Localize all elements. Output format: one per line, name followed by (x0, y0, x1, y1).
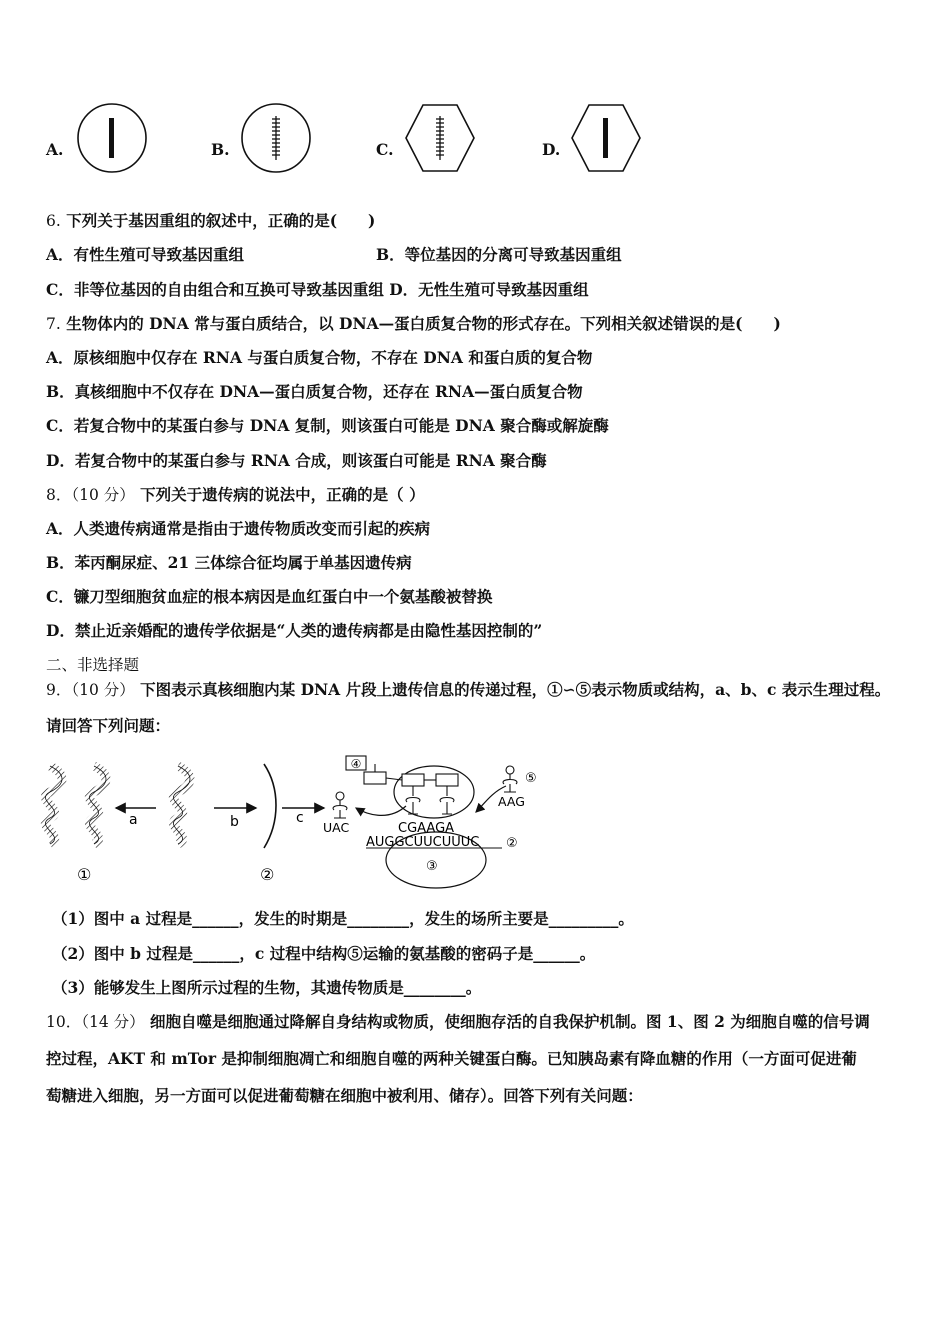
q7-option-c: C．若复合物中的某蛋白参与 DNA 复制，则该蛋白可能是 DNA 聚合酶或解旋酶 (46, 416, 609, 435)
q8-option-d: D．禁止近亲婚配的遗传学依据是“人类的遗传病都是由隐性基因控制的” (46, 621, 543, 640)
q8-option-c: C．镰刀型细胞贫血症的根本病因是血红蛋白中一个氨基酸被替换 (46, 587, 493, 606)
trna-icon (406, 786, 454, 814)
option-d-label: D. (542, 140, 561, 159)
trna-right-anticodon: AAG (498, 794, 525, 809)
q8-text: 下列关于遗传病的说法中，正确的是（ ） (140, 485, 425, 504)
arrow-b-label: b (230, 814, 239, 830)
q6-option-b: B．等位基因的分离可导致基因重组 (376, 245, 622, 264)
q6-stem (46, 211, 375, 231)
option-c-label: C. (376, 140, 394, 159)
q8-number: 8．（10 分） (46, 486, 135, 504)
mark-3-label: ③ (426, 859, 438, 874)
q7-stem (46, 314, 781, 334)
q9-sub-2: （2）图中 b 过程是______，c 过程中结构⑤运输的氨基酸的密码子是______。 (52, 944, 596, 963)
mark-1-label: ① (77, 865, 92, 884)
q8-option-a: A．人类遗传病通常是指由于遗传物质改变而引起的疾病 (46, 519, 431, 538)
mark-5-label: ⑤ (525, 771, 537, 786)
q9-sub-3: （3）能够发生上图所示过程的生物，其遗传物质是________。 (52, 978, 482, 997)
trna-icon (503, 766, 517, 792)
dna-double-helix-icon (89, 766, 106, 844)
q9-number: 9．（10 分） (46, 681, 135, 699)
q9-sub-1: （1）图中 a 过程是______，发生的时期是________，发生的场所主要是_________。 (52, 909, 634, 928)
arrow-c-label: c (296, 810, 304, 826)
option-d-figure (570, 102, 642, 174)
q6-option-a: A．有性生殖可导致基因重组 (46, 245, 245, 264)
chromosome-solid-icon (603, 118, 608, 158)
q7-option-d: D．若复合物中的某蛋白参与 RNA 合成，则该蛋白可能是 RNA 聚合酶 (46, 451, 547, 470)
section-heading: 二、非选择题 (46, 656, 140, 674)
q7-number: 7. (46, 315, 61, 333)
gene-expression-diagram (44, 752, 537, 892)
mark-4-label: ④ (350, 757, 362, 771)
option-b-label: B. (211, 140, 230, 159)
q10-number: 10．（14 分） (46, 1013, 145, 1031)
q7-option-a: A．原核细胞中仅存在 RNA 与蛋白质复合物，不存在 DNA 和蛋白质的复合物 (46, 348, 593, 367)
q10-line-3: 萄糖进入细胞，另一方面可以促进葡萄糖在细胞中被利用、储存）。回答下列有关问题： (46, 1086, 643, 1105)
trna-icon (333, 792, 347, 818)
q9-text: 下图表示真核细胞内某 DNA 片段上遗传信息的传递过程，①∽⑤表示物质或结构，a、b、c 表示生理过程。 (140, 680, 891, 699)
q6-option-cd: C．非等位基因的自由组合和互换可导致基因重组 D．无性生殖可导致基因重组 (46, 280, 589, 299)
q7-option-b: B．真核细胞中不仅存在 DNA—蛋白质复合物，还存在 RNA—蛋白质复合物 (46, 382, 583, 401)
anticodon-sequence: CGAAGA (398, 821, 455, 836)
q6-number: 6. (46, 212, 61, 230)
q9-stem (46, 680, 890, 700)
mrna-strand-icon (264, 764, 276, 848)
option-b-figure (240, 102, 312, 174)
option-c-figure (404, 102, 476, 174)
trna-left-anticodon: UAC (323, 820, 350, 835)
q9-stem-2: 请回答下列问题： (46, 716, 171, 735)
release-arrow-icon (356, 806, 406, 815)
q10-line-2: 控过程，AKT 和 mTor 是抑制细胞凋亡和细胞自噬的两种关键蛋白酶。已知胰岛素有降血糖的作用（一方面可促进葡 (46, 1049, 857, 1068)
q8-stem (46, 485, 425, 505)
q6-text: 下列关于基因重组的叙述中，正确的是( ) (66, 211, 376, 230)
chromosome-beaded-icon (272, 116, 280, 160)
q8-option-b: B．苯丙酮尿症、21 三体综合征均属于单基因遗传病 (46, 553, 412, 572)
mark-2-label: ② (260, 865, 275, 884)
arrow-a-label: a (129, 812, 138, 828)
mark-2-mrna-label: ② (506, 836, 518, 851)
option-a-label: A. (46, 140, 64, 159)
chromosome-solid-icon (109, 118, 114, 158)
q10-text-1: 细胞自噬是细胞通过降解自身结构或物质，使细胞存活的自我保护机制。图 1、图 2 为细胞自噬的信号调 (150, 1012, 870, 1031)
dna-double-helix-icon (173, 766, 190, 844)
mrna-sequence: AUGGCUUCUUUC (366, 835, 480, 850)
chromosome-beaded-icon (436, 116, 444, 160)
q10-line-1 (46, 1012, 870, 1032)
dna-double-helix-icon (45, 766, 62, 844)
q7-text: 生物体内的 DNA 常与蛋白质结合，以 DNA—蛋白质复合物的形式存在。下列相关叙述错误的是( ) (66, 314, 781, 333)
option-a-figure (76, 102, 148, 174)
